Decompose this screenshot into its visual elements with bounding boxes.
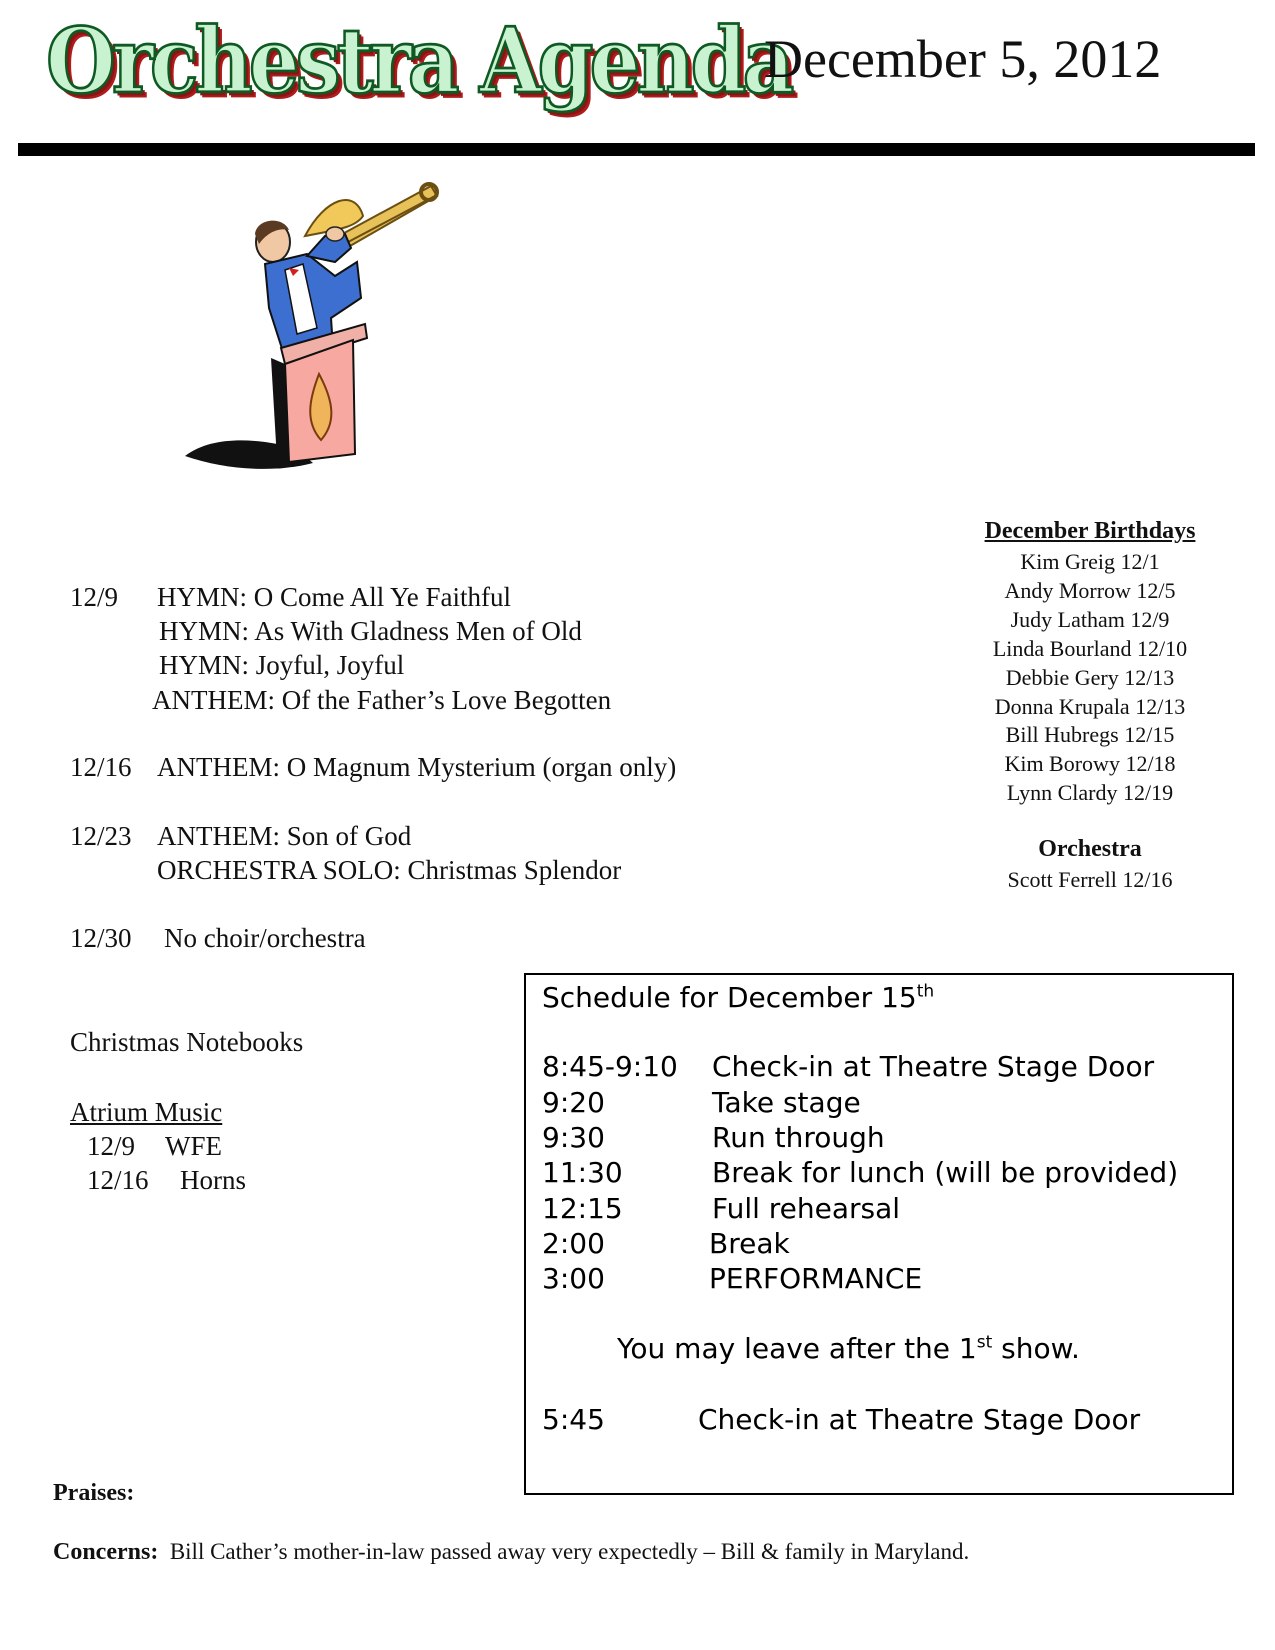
schedule-event: Check-in at Theatre Stage Door [712,1050,1155,1083]
agenda-item: ANTHEM: O Magnum Mysterium (organ only) [157,752,677,782]
schedule-event: Break [709,1227,790,1260]
orchestra-birthdays-heading: Orchestra [1038,836,1142,862]
birthday-item: Debbie Gery 12/13 [1005,665,1175,690]
agenda-date-12-23: 12/23 [70,821,132,851]
christmas-notebooks: Christmas Notebooks [70,1027,304,1057]
schedule-event: PERFORMANCE [709,1262,923,1295]
atrium-item-date: 12/9 [87,1131,136,1161]
schedule-event: Break for lunch (will be provided) [712,1156,1179,1189]
schedule-time: 9:20 [542,1086,605,1119]
agenda-item: HYMN: As With Gladness Men of Old [159,616,582,646]
schedule-note: You may leave after the 1st show. [617,1332,1080,1365]
birthdays-heading: December Birthdays [984,518,1196,544]
schedule-time: 9:30 [542,1121,605,1154]
birthday-item: Lynn Clardy 12/19 [1006,780,1174,805]
agenda-date-12-16: 12/16 [70,752,132,782]
agenda-date: December 5, 2012 [764,29,1162,89]
schedule-event: Run through [712,1121,885,1154]
concerns-label: Concerns: [53,1539,159,1565]
birthday-item: Scott Ferrell 12/16 [1007,867,1173,892]
schedule-time: 3:00 [542,1262,605,1295]
agenda-item: No choir/orchestra [164,923,366,953]
schedule-title: Schedule for December 15th [542,981,935,1014]
birthday-item: Linda Bourland 12/10 [992,636,1188,661]
birthday-item: Andy Morrow 12/5 [1004,578,1176,603]
schedule-event: Take stage [712,1086,861,1119]
schedule-time: 8:45-9:10 [542,1050,678,1083]
agenda-item: ANTHEM: Of the Father’s Love Begotten [152,685,612,715]
header-divider [18,143,1255,156]
schedule-time: 12:15 [542,1192,623,1225]
schedule-time: 11:30 [542,1156,623,1189]
agenda-item: ANTHEM: Son of God [157,821,412,851]
agenda-date-12-9: 12/9 [70,582,119,612]
birthday-item: Bill Hubregs 12/15 [1005,722,1175,747]
praises-label: Praises: [53,1480,135,1506]
schedule-box [524,973,1234,1495]
atrium-item-name: Horns [180,1165,246,1195]
atrium-item-name: WFE [165,1131,222,1161]
birthday-item: Judy Latham 12/9 [1010,607,1170,632]
birthday-item: Kim Greig 12/1 [1020,549,1160,574]
page-title: Orchestra Agenda [46,8,791,114]
birthday-item: Donna Krupala 12/13 [994,694,1186,719]
agenda-date-12-30: 12/30 [70,923,132,953]
concerns-text: Bill Cather’s mother-in-law passed away very expectedly – Bill & family in Maryland. [169,1539,970,1564]
atrium-item-date: 12/16 [87,1165,149,1195]
schedule-event: Check-in at Theatre Stage Door [698,1403,1141,1436]
birthday-item: Kim Borowy 12/18 [1004,751,1176,776]
agenda-item: HYMN: O Come All Ye Faithful [157,582,512,612]
schedule-time: 5:45 [542,1403,605,1436]
concerns-line [53,1539,969,1566]
atrium-music-heading: Atrium Music [70,1097,223,1127]
agenda-item: HYMN: Joyful, Joyful [159,650,405,680]
schedule-time: 2:00 [542,1227,605,1260]
trombone-player-clipart [185,178,455,488]
schedule-event: Full rehearsal [712,1192,901,1225]
agenda-item: ORCHESTRA SOLO: Christmas Splendor [157,855,622,885]
